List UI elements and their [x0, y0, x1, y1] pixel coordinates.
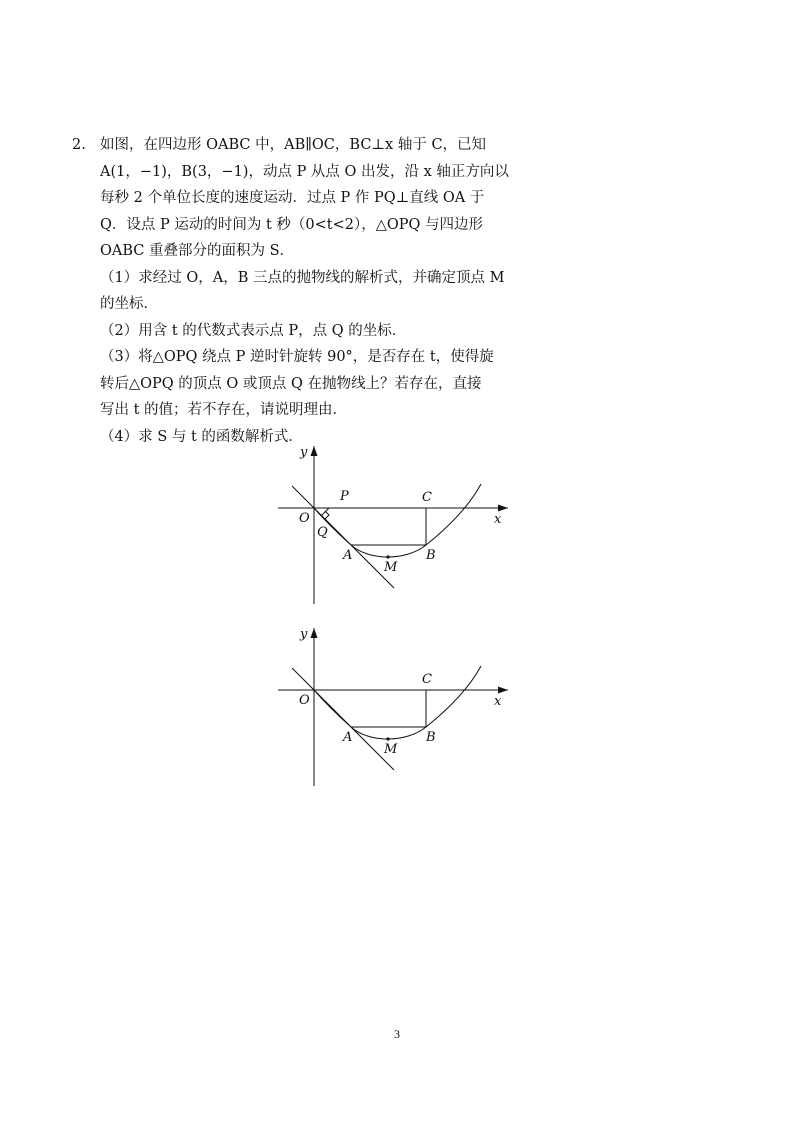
label-c: C [422, 490, 432, 505]
label-o: O [299, 511, 310, 526]
label-m: M [384, 560, 398, 575]
x-axis-arrow [498, 505, 508, 512]
part-1-continued: 的坐标． [100, 296, 158, 312]
part-text: 用含 t 的代数式表示点 P，点 Q 的坐标． [138, 322, 407, 339]
part-3 [100, 344, 532, 371]
label-x: x [494, 512, 502, 527]
stem-line: 每秒 2 个单位长度的速度运动．过点 P 作 PQ⊥直线 OA 于 [100, 190, 485, 206]
label-y: y [300, 445, 308, 460]
label-a: A [343, 548, 353, 563]
part-label: （4） [100, 428, 139, 445]
y-axis-arrow [311, 628, 318, 638]
stem-line: A(1，−1)，B(3，−1)，动点 P 从点 O 出发，沿 x 轴正方向以 [100, 163, 509, 180]
figure-2-diagram [270, 622, 520, 792]
part-label: （3） [100, 349, 139, 365]
figure-1 [270, 440, 520, 610]
label-x: x [494, 694, 502, 709]
parabola [314, 666, 481, 739]
vertex-m-point [386, 555, 389, 558]
part-2 [100, 318, 532, 345]
stem-line: 如图，在四边形 OABC 中，AB∥OC，BC⊥x 轴于 C，已知 [100, 137, 487, 153]
x-axis-arrow [498, 687, 508, 694]
segment-pq [321, 508, 329, 516]
part-text: 求 S 与 t 的函数解析式． [138, 428, 303, 445]
part-label: （2） [100, 322, 139, 339]
right-angle-mark [325, 511, 329, 519]
part-3-continued-2: 写出 t 的值；若不存在，请说明理由． [100, 402, 348, 418]
part-1 [100, 265, 532, 292]
label-b: B [426, 730, 436, 745]
vertex-m-point [386, 737, 389, 740]
label-a: A [343, 730, 353, 745]
problem-2 [72, 132, 532, 450]
label-b: B [426, 548, 436, 563]
label-q: Q [317, 525, 328, 540]
page-number: 3 [394, 1027, 400, 1041]
part-text: 将△OPQ 绕点 P 逆时针旋转 90°，是否存在 t，使得旋 [138, 349, 494, 365]
figure-1-diagram [270, 440, 520, 610]
problem-body [100, 132, 532, 450]
part-3-continued: 转后△OPQ 的顶点 O 或顶点 Q 在抛物线上？若存在，直接 [100, 375, 482, 392]
label-o: O [299, 693, 310, 708]
label-y: y [300, 627, 308, 642]
y-axis-arrow [311, 446, 318, 456]
figure-2 [270, 622, 520, 792]
part-label: （1） [100, 269, 139, 286]
part-text: 求经过 O，A，B 三点的抛物线的解析式，并确定顶点 M [138, 269, 505, 286]
label-m: M [384, 742, 398, 757]
stem-line: OABC 重叠部分的面积为 S． [100, 243, 295, 259]
problem-number: 2. [72, 137, 86, 153]
label-c: C [422, 672, 432, 687]
label-p: P [340, 489, 349, 504]
stem-line: Q．设点 P 运动的时间为 t 秒（0<t<2），△OPQ 与四边形 [100, 216, 484, 233]
